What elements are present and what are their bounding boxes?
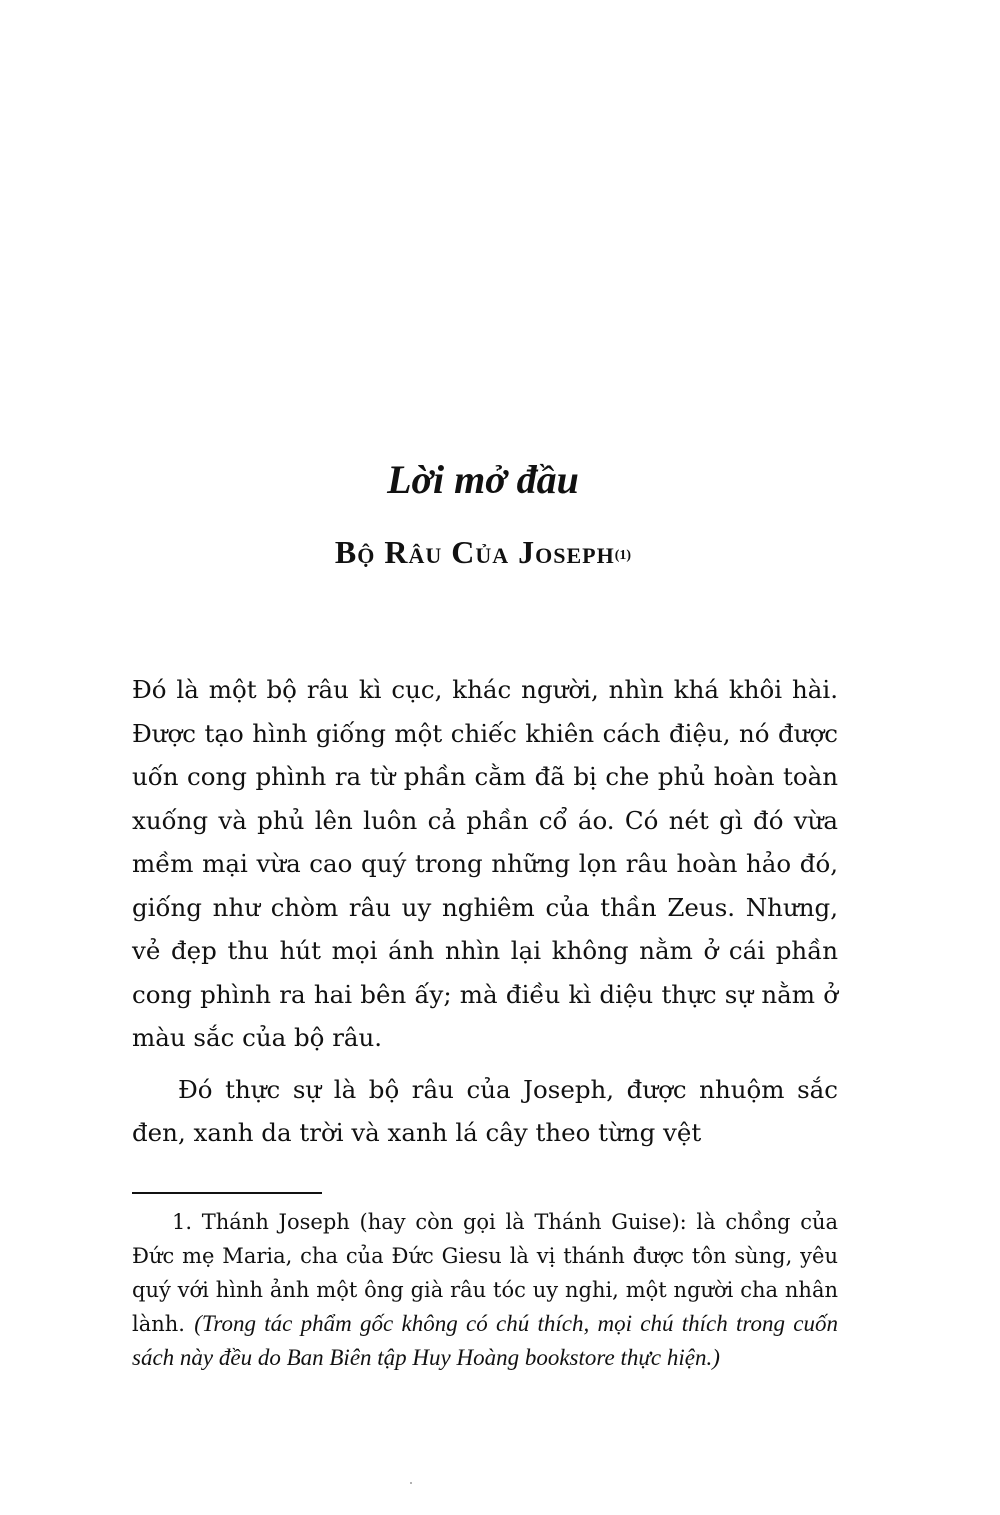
footnote-reference: (1) [614,548,632,563]
footnote-text: 1. Thánh Joseph (hay còn gọi là Thánh Guise): là chồng của Đức mẹ Maria, cha của Đức Giesu là vị thánh được tôn sùng, yêu quý với hình ảnh một ông già râu tóc uy nghi, một người cha nhân lành. [132,1210,838,1336]
chapter-subtitle [0,528,966,576]
body-paragraph: Đó thực sự là bộ râu của Joseph, được nhuộm sắc đen, xanh da trời và xanh lá cây theo từng vệt [132,1074,838,1147]
chapter-subtitle-text: Bộ Râu Của Joseph [334,534,615,570]
body-text [132,668,838,1155]
chapter-title: Lời mở đầu [387,457,579,502]
scan-speck [410,1482,412,1484]
footnote [132,1205,838,1375]
footnote-editor-note: (Trong tác phẩm gốc không có chú thích, mọi chú thích trong cuốn sách này đều do Ban Biên tập Huy Hoàng bookstore thực hiện.) [132,1311,839,1370]
footnote-divider [132,1192,322,1194]
body-paragraph: Đó là một bộ râu kì cục, khác người, nhìn khá khôi hài. Được tạo hình giống một chiếc khiên cách điệu, nó được uốn cong phình ra từ phần cằm đã bị che phủ hoàn toàn xuống và phủ lên luôn cả phần cổ áo. Có nét gì đó vừa mềm mại vừa cao quý trong những lọn râu hoàn hảo đó, giống như chòm râu uy nghiêm của thần Zeus. Nhưng, vẻ đẹp thu hút mọi ánh nhìn lại không nằm ở cái phần cong phình ra hai bên ấy; mà điều kì diệu thực sự nằm ở màu sắc của bộ râu. [132,675,838,1052]
